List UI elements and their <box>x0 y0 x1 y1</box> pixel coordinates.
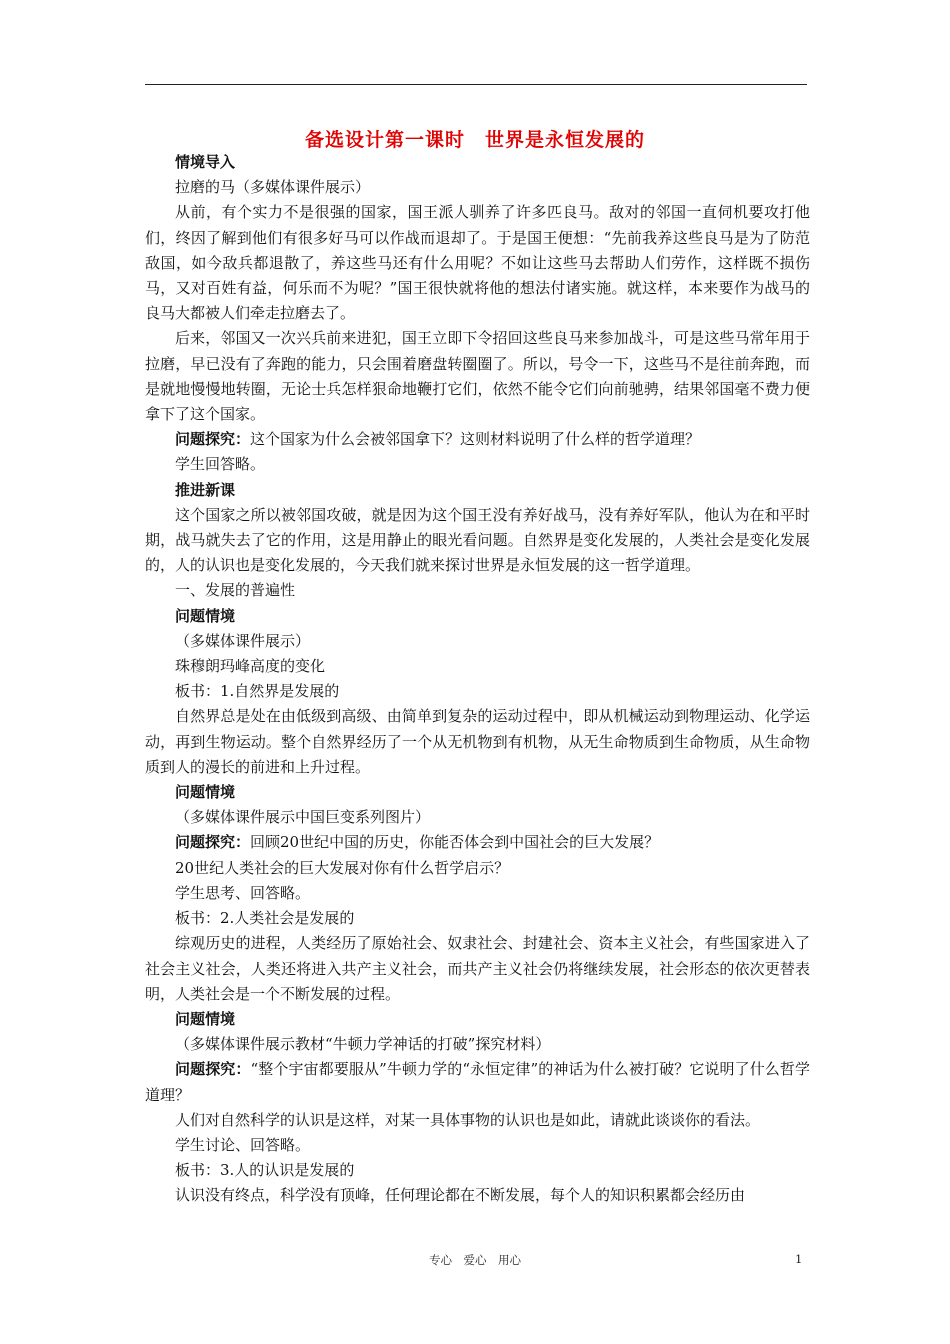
paragraph <box>145 931 810 1007</box>
paragraph-text: 板书：3.人的认识是发展的 <box>175 1161 355 1180</box>
paragraph-text: 一、发展的普遍性 <box>175 581 296 600</box>
paragraph <box>145 1108 810 1133</box>
paragraph-heading: 推进新课 <box>175 480 236 499</box>
paragraph <box>145 780 810 805</box>
paragraph-text: 认识没有终点，科学没有顶峰，任何理论都在不断发展，每个人的知识积累都会经历由 <box>175 1186 746 1205</box>
paragraph-text: “整个宇宙都要服从”牛顿力学的“永恒定律”的神话为什么被打破？它说明了什么哲学道理？ <box>145 1060 810 1104</box>
paragraph-text: 学生思考、回答略。 <box>175 883 311 902</box>
paragraph <box>145 604 810 629</box>
paragraph-text: （多媒体课件展示） <box>175 631 311 650</box>
paragraph <box>145 830 810 855</box>
paragraph <box>145 1158 810 1183</box>
paragraph <box>145 679 810 704</box>
paragraph-text: 学生讨论、回答略。 <box>175 1135 311 1154</box>
paragraph-text: 板书：2.人类社会是发展的 <box>175 909 355 928</box>
paragraph-heading: 问题情境 <box>175 783 236 802</box>
paragraph-heading: 情境导入 <box>175 153 236 171</box>
paragraph-heading: 问题情境 <box>175 606 236 625</box>
paragraph-heading: 问题情境 <box>175 1009 236 1028</box>
paragraph <box>145 1133 810 1158</box>
paragraph-text: 拉磨的马（多媒体课件展示） <box>175 178 371 197</box>
paragraph <box>145 906 810 931</box>
paragraph-text: 珠穆朗玛峰高度的变化 <box>175 657 326 676</box>
paragraph <box>145 654 810 679</box>
paragraph-text: 板书：1.自然界是发展的 <box>175 682 340 701</box>
paragraph-text: 自然界总是处在由低级到高级、由简单到复杂的运动过程中，即从机械运动到物理运动、化学运动，再到生物运动。整个自然界经历了一个从无机物到有机物，从无生命物质到生命物质，从生命物质到人的漫长的前进和上升过程。 <box>145 707 810 776</box>
paragraph-text: 20世纪人类社会的巨大发展对你有什么哲学启示？ <box>175 858 510 877</box>
paragraph-text: （多媒体课件展示中国巨变系列图片） <box>175 808 431 827</box>
paragraph <box>145 200 810 326</box>
paragraph-text: 这个国家为什么会被邻国拿下？这则材料说明了什么样的哲学道理？ <box>250 430 701 449</box>
paragraph-text: 回顾20世纪中国的历史，你能否体会到中国社会的巨大发展？ <box>250 833 660 852</box>
page-title: 备选设计第一课时 世界是永恒发展的 <box>304 129 645 151</box>
paragraph-text: 学生回答略。 <box>175 455 266 474</box>
paragraph-text: 后来，邻国又一次兴兵前来进犯，国王立即下令招回这些良马来参加战斗，可是这些马常年用于拉磨，早已没有了奔跑的能力，只会围着磨盘转圈圈了。所以，号令一下，这些马不是往前奔跑，而是就地慢慢地转圈，无论士兵怎样狠命地鞭打它们，依然不能令它们向前驰骋，结果邻国毫不费力便拿下了这个国家。 <box>145 329 810 424</box>
paragraph <box>145 1057 810 1107</box>
paragraph <box>145 1007 810 1032</box>
paragraph <box>145 478 810 503</box>
paragraph <box>145 452 810 477</box>
paragraph-text: （多媒体课件展示教材“牛顿力学神话的打破”探究材料） <box>175 1035 551 1054</box>
paragraph <box>145 503 810 579</box>
paragraph <box>145 881 810 906</box>
paragraph-text: 综观历史的进程，人类经历了原始社会、奴隶社会、封建社会、资本主义社会，有些国家进入了社会主义社会，人类还将进入共产主义社会，而共产主义社会仍将继续发展，社会形态的依次更替表明，人类社会是一个不断发展的过程。 <box>145 934 810 1003</box>
page-footer: 专心 爱心 用心 <box>429 1253 521 1267</box>
paragraph <box>145 326 810 427</box>
paragraph <box>145 805 810 830</box>
paragraph-heading: 问题探究： <box>175 430 251 449</box>
paragraph-text: 从前，有个实力不是很强的国家，国王派人驯养了许多匹良马。敌对的邻国一直伺机要攻打他们，终因了解到他们有很多好马可以作战而退却了。于是国王便想：“先前我养这些良马是为了防范敌国，如今敌兵都退散了，养这些马还有什么用呢？不如让这些马去帮助人们劳作，这样既不损伤马，又对百姓有益，何乐而不为呢？”国王很快就将他的想法付诸实施。就这样，本来要作为战马的良马大都被人们牵走拉磨去了。 <box>145 203 810 323</box>
paragraph <box>145 856 810 881</box>
header-rule <box>145 84 807 85</box>
paragraph <box>145 1032 810 1057</box>
page-number: 1 <box>795 1252 803 1266</box>
paragraph-text: 人们对自然科学的认识是这样，对某一具体事物的认识也是如此，请就此谈谈你的看法。 <box>175 1110 761 1129</box>
paragraph <box>145 704 810 780</box>
paragraph-heading: 问题探究： <box>175 833 251 852</box>
document-body <box>145 150 810 1209</box>
paragraph-text: 这个国家之所以被邻国攻破，就是因为这个国王没有养好战马，没有养好军队，他认为在和平时期，战马就失去了它的作用，这是用静止的眼光看问题。自然界是变化发展的，人类社会是变化发展的，人的认识也是变化发展的，今天我们就来探讨世界是永恒发展的这一哲学道理。 <box>145 505 810 575</box>
paragraph <box>145 150 810 175</box>
paragraph <box>145 578 810 603</box>
paragraph <box>145 427 810 452</box>
paragraph <box>145 1183 810 1208</box>
paragraph <box>145 629 810 654</box>
paragraph <box>145 175 810 200</box>
paragraph-heading: 问题探究： <box>175 1060 251 1079</box>
